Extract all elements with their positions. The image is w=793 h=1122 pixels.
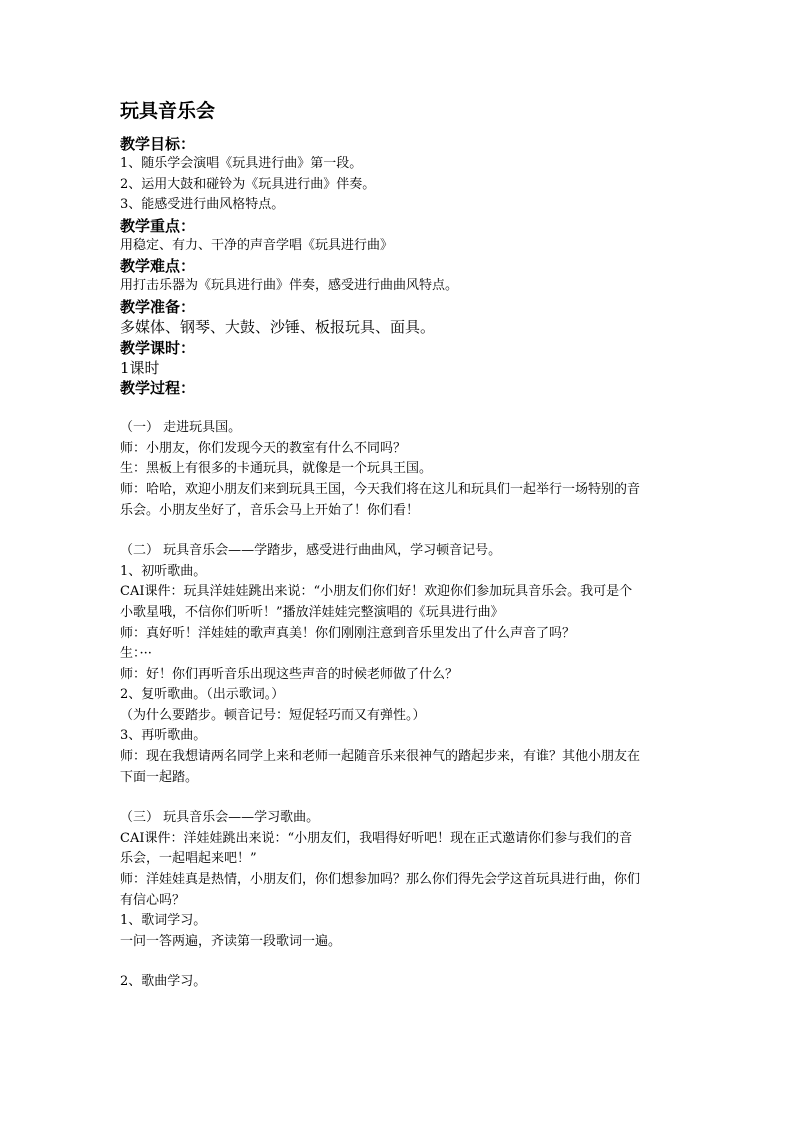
section-line: 下面一起踏。: [120, 769, 199, 785]
section-title: （一） 走进玩具国。: [120, 420, 242, 436]
document-title: 玩具音乐会: [120, 100, 216, 122]
section-line: 乐会。小朋友坐好了，音乐会马上开始了！你们看！: [120, 502, 420, 518]
spacer: [120, 398, 680, 418]
hours-text: 1课时: [120, 358, 160, 377]
goal-item: 2、运用大鼓和碰铃为《玩具进行曲》伴奏。: [120, 176, 376, 192]
section-line: 师：哈哈，欢迎小朋友们来到玩具王国，今天我们将在这儿和玩具们一起举行一场特别的音: [120, 481, 641, 497]
spacer: [120, 521, 680, 541]
section-line: 生：黑板上有很多的卡通玩具，就像是一个玩具王国。: [120, 461, 433, 477]
preparation-heading: 教学准备：: [120, 297, 196, 316]
section-line: 1、歌词学习。: [120, 913, 207, 929]
section-line: 有信心吗？: [120, 892, 186, 908]
section-line: 1、初听歌曲。: [120, 563, 207, 579]
section-line: 师：真好听！洋娃娃的歌声真美！你们刚刚注意到音乐里发出了什么声音了吗？: [120, 625, 576, 641]
goal-item: 1、随乐学会演唱《玩具进行曲》第一段。: [120, 156, 363, 171]
goal-item: 3、能感受进行曲风格特点。: [120, 197, 285, 213]
section-line: 师：现在我想请两名同学上来和老师一起随音乐来很神气的踏起步来，有谁？其他小朋友在: [120, 749, 641, 765]
preparation-text: 多媒体、钢琴、大鼓、沙锤、板报玩具、面具。: [120, 317, 436, 336]
goals-heading: 教学目标：: [120, 135, 196, 153]
section-line: 3、再听歌曲。: [120, 728, 207, 744]
section-line: 生：···: [120, 646, 152, 662]
difficulty-text: 用打击乐器为《玩具进行曲》伴奏，感受进行曲曲风特点。: [120, 278, 459, 294]
section-line: 一问一答两遍，齐读第一段歌词一遍。: [120, 933, 342, 949]
section-line: 小歌星哦，不信你们听听！”播放洋娃娃完整演唱的《玩具进行曲》: [120, 604, 504, 620]
document-page: [120, 98, 680, 993]
section-line: （为什么要踏步。顿音记号：短促轻巧而又有弹性。）: [120, 707, 426, 723]
section-title: （二） 玩具音乐会——学踏步，感受进行曲曲风，学习顿音记号。: [120, 543, 502, 559]
section-title: （三） 玩具音乐会——学习歌曲。: [120, 810, 320, 826]
section-line: 2、复听歌曲。（出示歌词。）: [120, 687, 285, 703]
difficulty-heading: 教学难点：: [120, 257, 196, 276]
spacer: [120, 788, 680, 808]
section-line: 乐会，一起唱起来吧！”: [120, 851, 257, 867]
section-line: 师：小朋友，你们发现今天的教室有什么不同吗？: [120, 440, 407, 456]
hours-heading: 教学课时：: [120, 338, 196, 357]
key-point-text: 用稳定、有力、干净的声音学唱《玩具进行曲》: [120, 237, 394, 253]
process-heading: 教学过程：: [120, 379, 196, 398]
section-line: 师：洋娃娃真是热情，小朋友们，你们想参加吗？那么你们得先会学这首玩具进行曲，你们: [120, 872, 641, 888]
spacer: [120, 952, 680, 972]
section-line: CAI课件：洋娃娃跳出来说：“小朋友们，我唱得好听吧！现在正式邀请你们参与我们的音: [120, 830, 633, 846]
section-line: 师：好！你们再听音乐出现这些声音的时候老师做了什么？: [120, 666, 459, 682]
key-point-heading: 教学重点：: [120, 216, 196, 235]
section-line: CAI课件：玩具洋娃娃跳出来说：“小朋友们你们好！欢迎你们参加玩具音乐会。我可是个: [120, 584, 633, 600]
section-line: 2、歌曲学习。: [120, 974, 207, 990]
